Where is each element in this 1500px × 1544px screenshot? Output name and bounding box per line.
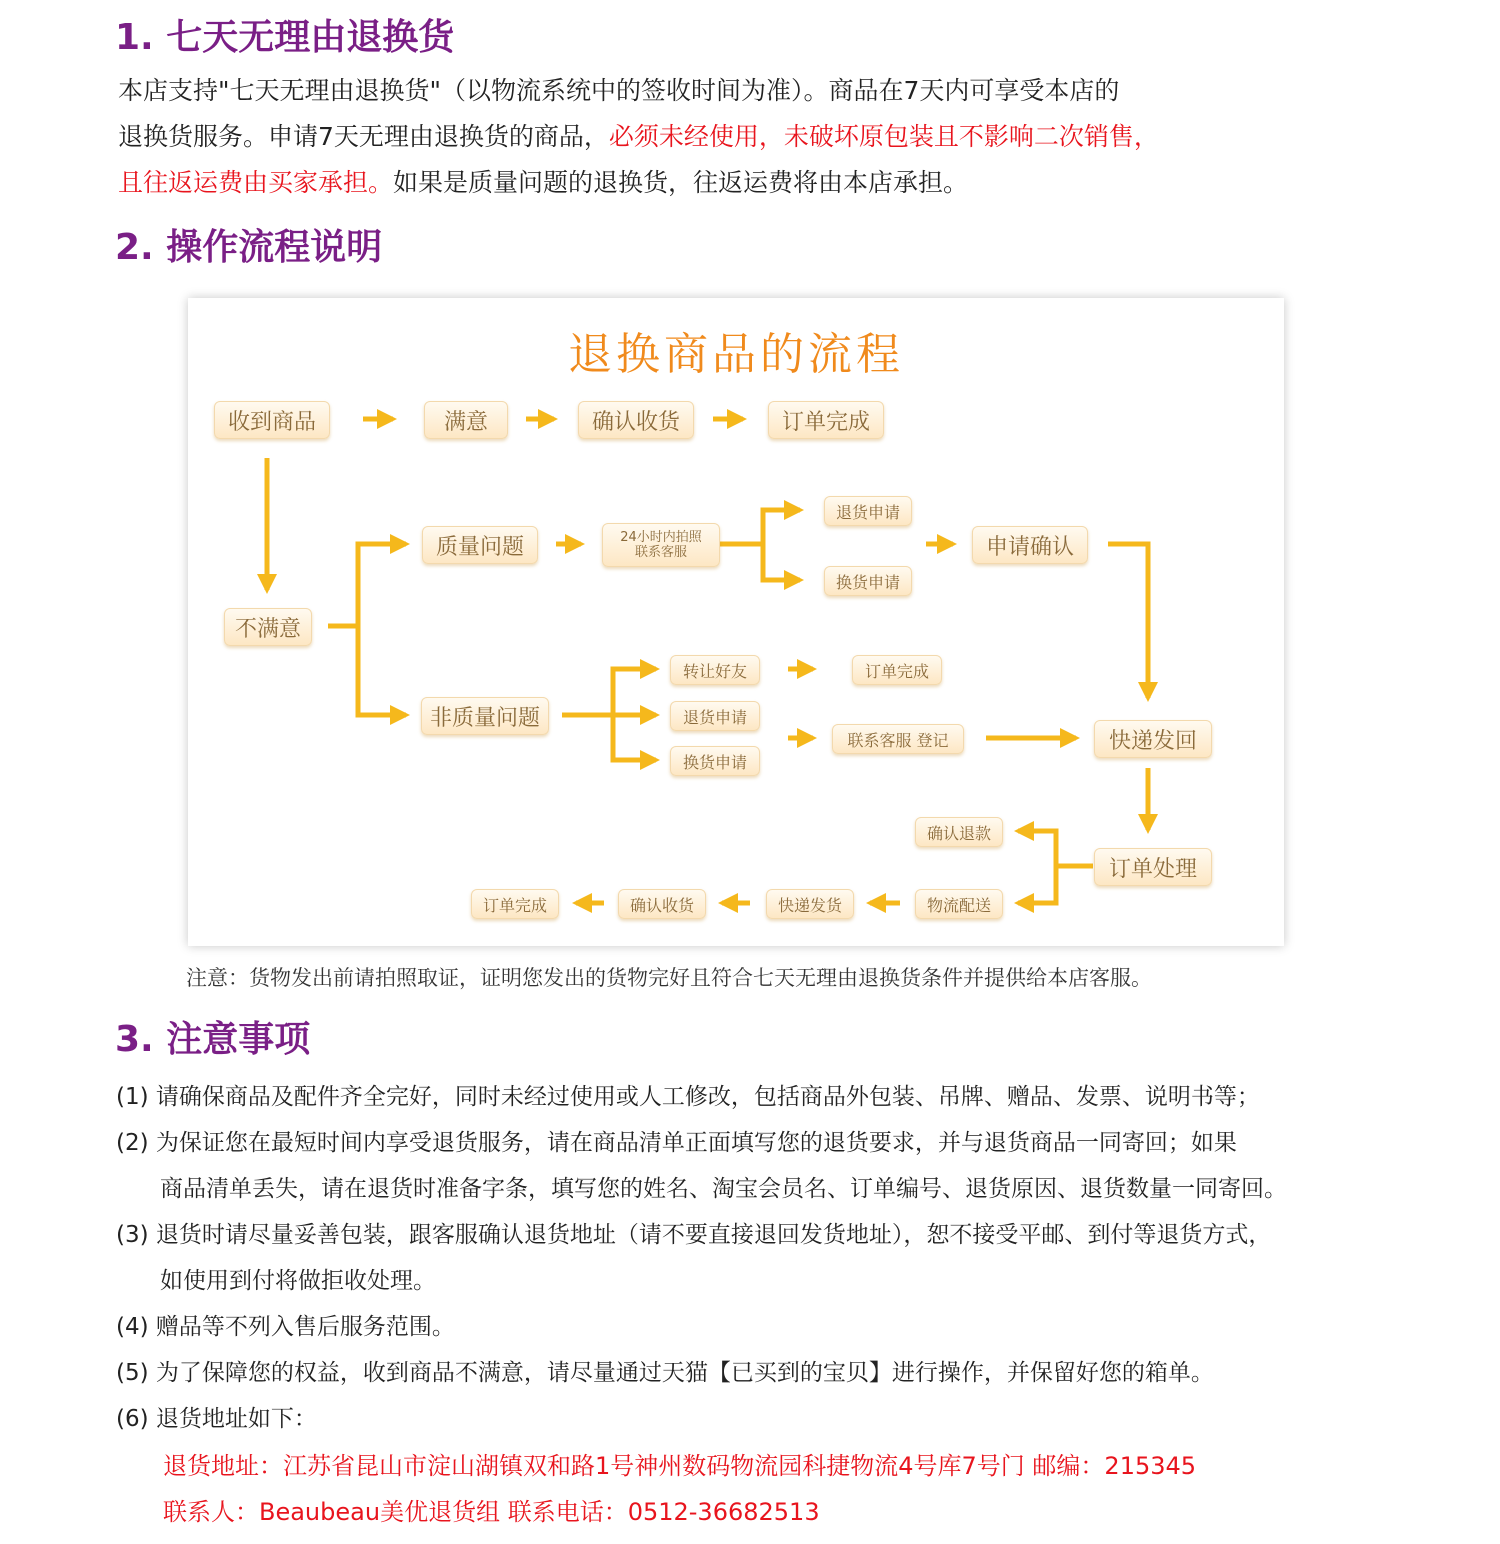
arrow-to-refund [1018,831,1056,866]
notice-item-2: (2) 为保证您在最短时间内享受退货服务，请在商品清单正面填写您的退货要求，并与退货商品一同寄回；如果 [116,1130,1237,1156]
node-non-quality-issue: 非质量问题 [421,697,549,735]
notice-item-2-cont: 商品清单丢失，请在退货时准备字条，填写您的姓名、淘宝会员名、订单编号、退货原因、退货数量一同寄回。 [160,1176,1287,1202]
node-apply-confirm: 申请确认 [972,526,1088,564]
node-return-apply-1: 退货申请 [824,496,912,526]
arrow-to-return-apply-1 [763,510,800,580]
node-express-ship: 快递发货 [766,889,854,919]
node-return-apply-2: 退货申请 [670,701,760,731]
node-quality-issue: 质量问题 [422,526,538,564]
return-address: 退货地址：江苏省昆山市淀山湖镇双和路1号神州数码物流园科捷物流4号库7号门 邮编：215345 [163,1452,1197,1480]
section1-line2-red: 必须未经使用，未破坏原包装且不影响二次销售， [608,122,1159,151]
notice-item-4: (4) 赠品等不列入售后服务范围。 [116,1314,455,1340]
node-contact-24h-line2: 联系客服 [634,545,687,560]
section1-heading: 1. 七天无理由退换货 [115,17,455,58]
notice-item-1: (1) 请确保商品及配件齐全完好，同时未经过使用或人工修改，包括商品外包装、吊牌、赠品、发票、说明书等； [116,1084,1260,1110]
section1-line2-normal: 退换货服务。申请7天无理由退换货的商品， [118,122,609,151]
node-order-process: 订单处理 [1094,848,1212,886]
node-confirm-refund: 确认退款 [915,817,1003,847]
flow-title: 退换商品的流程 [568,329,904,380]
arrow-confirm-express [1108,544,1148,698]
section1-line3-red: 且往返运费由买家承担。 [118,168,394,197]
node-exchange-apply-2: 换货申请 [670,746,760,776]
node-logistics: 物流配送 [915,889,1003,919]
node-confirm-receipt: 确认收货 [578,401,694,439]
node-order-done-3: 订单完成 [471,889,559,919]
section2-heading: 2. 操作流程说明 [115,227,383,268]
section1-line2 [118,114,1408,160]
arrow-to-quality [358,544,406,715]
section1-line3-normal: 如果是质量问题的退换货，往返运费将由本店承担。 [393,168,969,197]
node-contact-24h [602,523,720,567]
node-unsatisfied: 不满意 [224,608,312,646]
section1-line3 [118,160,1408,206]
node-contact-24h-line1: 24小时内拍照 [620,530,702,545]
notice-item-5: (5) 为了保障您的权益，收到商品不满意，请尽量通过天猫【已买到的宝贝】进行操作，并保留好您的箱单。 [116,1360,1214,1386]
return-contact: 联系人：Beaubeau美优退货组 联系电话：0512-36682513 [163,1498,820,1526]
return-flow-diagram [188,298,1284,946]
node-express-back: 快递发回 [1094,720,1212,758]
node-receive: 收到商品 [214,401,330,439]
arrow-to-exchange-apply-1 [763,538,800,580]
node-satisfied: 满意 [424,401,508,439]
node-contact-register: 联系客服 登记 [832,724,964,754]
node-confirm-receipt-2: 确认收货 [618,889,706,919]
notice-item-6: (6) 退货地址如下： [116,1406,317,1432]
node-transfer-friend: 转让好友 [670,655,760,685]
section1-line1: 本店支持"七天无理由退换货"（以物流系统中的签收时间为准）。商品在7天内可享受本店的 [118,76,1120,105]
notice-item-3: (3) 退货时请尽量妥善包装，跟客服确认退货地址（请不要直接退回发货地址），恕不接受平邮、到付等退货方式， [116,1222,1272,1248]
node-exchange-apply-1: 换货申请 [824,566,912,596]
flow-note: 注意：货物发出前请拍照取证，证明您发出的货物完好且符合七天无理由退换货条件并提供给本店客服。 [186,966,1152,990]
section3-heading: 3. 注意事项 [115,1019,311,1060]
arrow-to-logistics [1018,866,1056,903]
node-order-done-2: 订单完成 [852,655,942,685]
section1-paragraph [118,68,1408,206]
node-order-done-1: 订单完成 [768,401,884,439]
notice-item-3-cont: 如使用到付将做拒收处理。 [160,1268,436,1294]
arrow-to-non-quality [358,708,406,715]
